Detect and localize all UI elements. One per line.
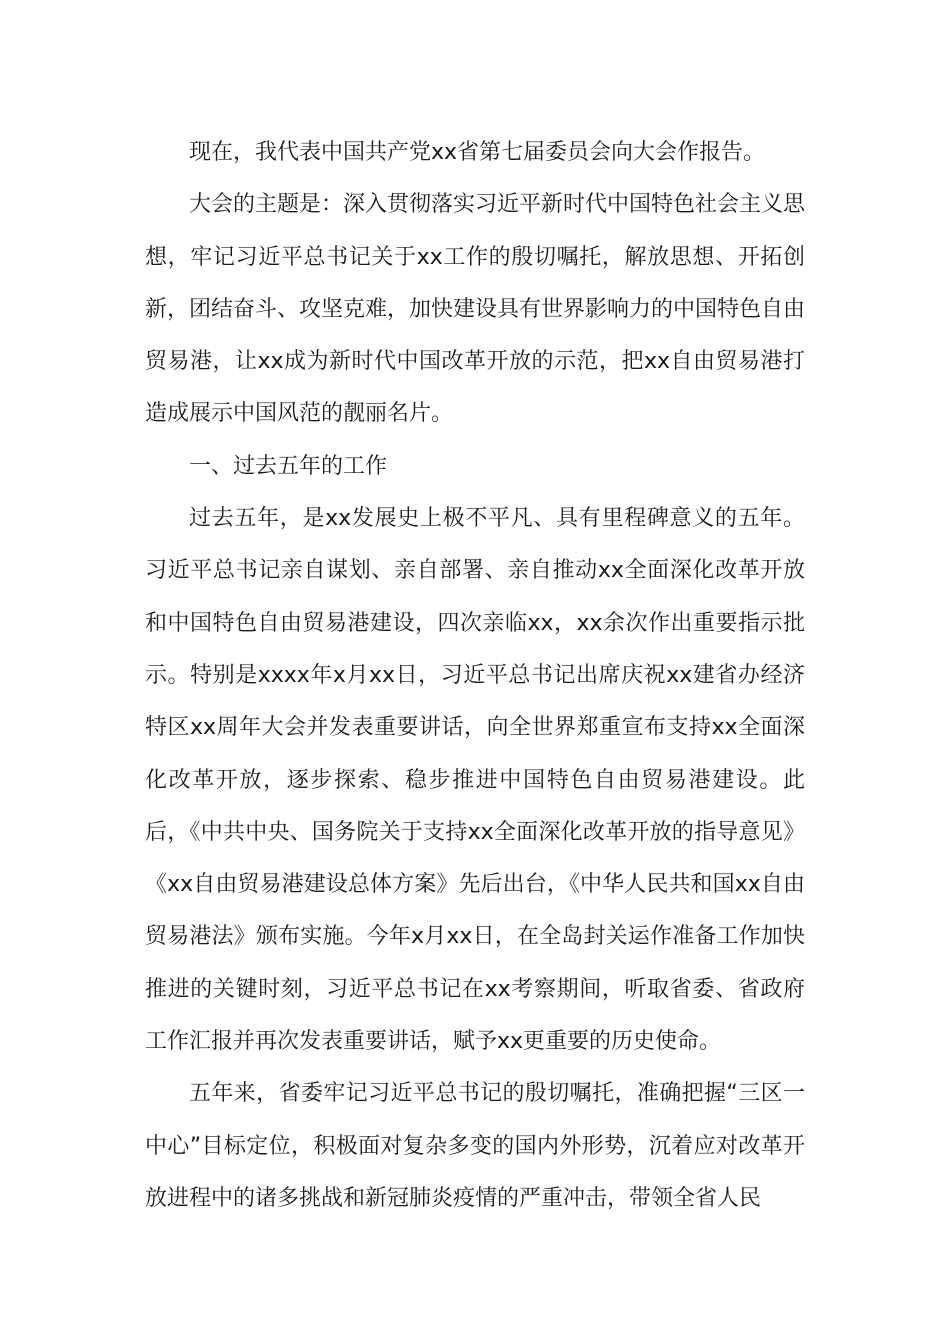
document-body bbox=[145, 127, 805, 1225]
section-heading: 一、过去五年的工作 bbox=[189, 453, 388, 479]
past-five-years-paragraph: 过去五年，是xx发展史上极不平凡、具有里程碑意义的五年。习近平总书记亲自谋划、亲自部署、亲自推动xx全面深化改革开放和中国特色自由贸易港建设，四次亲临xx，xx余次作出重要指示批示。特别是xxxx年x月xx日，习近平总书记出席庆祝xx建省办经济特区xx周年大会并发表重要讲话，向全世界郑重宣布支持xx全面深化改革开放，逐步探索、稳步推进中国特色自由贸易港建设。此后，《中共中央、国务院关于支持xx全面深化改革开放的指导意见》《xx自由贸易港建设总体方案》先后出台，《中华人民共和国xx自由贸易港法》颁布实施。今年x月xx日，在全岛封关运作准备工作加快推进的关键时刻，习近平总书记在xx考察期间，听取省委、省政府工作汇报并再次发表重要讲话，赋予xx更重要的历史使命。 bbox=[145, 506, 805, 1055]
theme-paragraph: 大会的主题是：深入贯彻落实习近平新时代中国特色社会主义思想，牢记习近平总书记关于xx工作的殷切嘱托，解放思想、开拓创新，团结奋斗、攻坚克难，加快建设具有世界影响力的中国特色自由贸易港，让xx成为新时代中国改革开放的示范，把xx自由贸易港打造成展示中国风范的靓丽名片。 bbox=[145, 192, 806, 427]
provincial-committee-paragraph: 五年来，省委牢记习近平总书记的殷切嘱托，准确把握“三区一中心”目标定位，积极面对复杂多变的国内外形势，沉着应对改革开放进程中的诸多挑战和新冠肺炎疫情的严重冲击，带领全省人民 bbox=[145, 1081, 805, 1211]
intro-paragraph: 现在，我代表中国共产党xx省第七届委员会向大会作报告。 bbox=[189, 140, 766, 165]
